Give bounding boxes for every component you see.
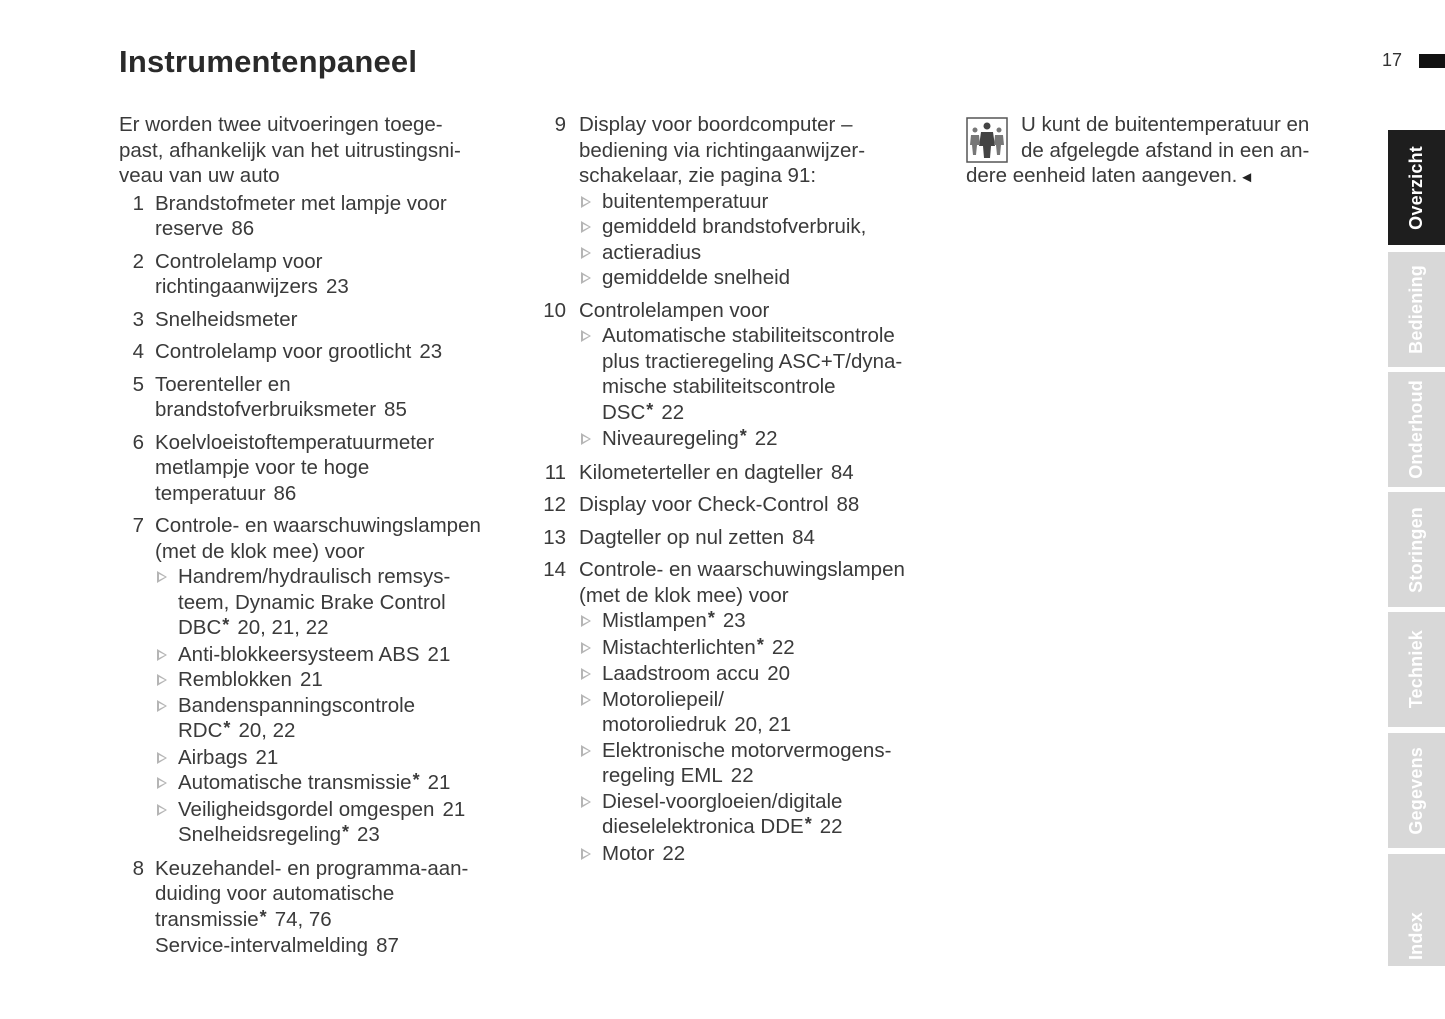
sub-item: gemiddeld brandstofverbruik, [579,214,958,240]
tab-techniek[interactable]: Techniek [1388,612,1445,727]
triangle-bullet-icon [581,668,591,680]
sub-item: Remblokken 21 [155,667,529,693]
sub-item: Handrem/hydraulisch remsys- teem, Dynamic Brake Control DBC* 20, 21, 22 [155,564,529,642]
sub-item: Mistachterlichten* 22 [579,635,958,662]
triangle-bullet-icon [157,752,167,764]
tab-onderhoud[interactable]: Onderhoud [1388,372,1445,487]
sub-item: Anti-blokkeersysteem ABS 21 [155,642,529,668]
sub-item: Automatische stabiliteitscontrole plus tractieregeling ASC+T/dyna- mische stabiliteitscontrole DSC* 22 [579,323,958,426]
list-item-10: 10 Controlelampen voor Automatische stabiliteitscontrole plus tractieregeling ASC+T/dyna- mische stabiliteitscontrole DSC* 22 Niveauregeling* 22 [538,298,958,453]
triangle-bullet-icon [157,571,167,583]
people-icon [966,117,1008,163]
page-marker-bar [1419,54,1445,68]
triangle-bullet-icon [581,848,591,860]
page-ref: 85 [384,398,407,421]
triangle-bullet-icon [581,615,591,627]
sub-item: Laadstroom accu 20 [579,661,958,687]
column-middle [538,112,958,866]
triangle-bullet-icon [581,796,591,808]
sub-item: Diesel-voorgloeien/digitale dieselelektronica DDE* 22 [579,789,958,841]
triangle-bullet-icon [581,247,591,259]
intro-paragraph: Er worden twee uitvoeringen toege- past, afhankelijk van het uitrustingsni- veau van uw auto [119,113,461,187]
triangle-bullet-icon [157,674,167,686]
list-item-1: 1 Brandstofmeter met lampje voor reserve 86 [132,191,447,240]
triangle-bullet-icon [157,649,167,661]
tab-overzicht[interactable]: Overzicht [1388,130,1445,245]
end-mark-icon: ◄ [1239,169,1255,186]
note-block: U kunt de buitentemperatuur en de afgelegde afstand in een an- [966,112,1361,163]
sub-item: Motor 22 [579,841,958,867]
page-ref: 23 [325,275,349,298]
list-item-9: 9 Display voor boordcomputer – bediening via richtingaanwijzer- schakelaar, zie pagina 91: buitentemperatuur gemiddeld brandstofverbruik, actieradius gemiddelde snelheid [538,112,958,291]
page-ref: 23 [419,340,443,363]
sub-item: Motoroliepeil/ motoroliedruk 20, 21 [579,687,958,738]
column-left [119,112,529,959]
list-item-2: 2 Controlelamp voor richtingaanwijzers 23 [132,249,349,298]
tab-gegevens[interactable]: Gegevens [1388,733,1445,848]
tab-storingen[interactable]: Storingen [1388,492,1445,607]
tab-index[interactable]: Index [1388,854,1445,966]
sub-item: Niveauregeling* 22 [579,426,958,453]
note-last-line: dere eenheid laten aangeven. ◄ [966,164,1255,187]
page-ref: 86 [231,217,255,240]
triangle-bullet-icon [157,700,167,712]
list-item-6: 6 Koelvloeistoftemperatuurmeter metlampje voor te hoge temperatuur 86 [132,430,435,505]
sub-item: Elektronische motorvermogens- regeling EML 22 [579,738,958,789]
sub-item: actieradius [579,240,958,266]
triangle-bullet-icon [581,330,591,342]
page-title: Instrumentenpaneel [119,44,418,79]
list-item-4: 4 Controlelamp voor grootlicht 23 [132,340,443,363]
list-item-5: 5 Toerenteller en brandstofverbruiksmeter 85 [132,372,407,421]
sub-item: Mistlampen* 23 [579,608,958,635]
sub-item: Automatische transmissie* 21 [155,770,529,797]
triangle-bullet-icon [581,694,591,706]
triangle-bullet-icon [581,642,591,654]
triangle-bullet-icon [581,196,591,208]
sub-item: Airbags 21 [155,745,529,771]
list-item-12: 12 Display voor Check-Control 88 [543,493,860,516]
tab-bediening[interactable]: Bediening [1388,252,1445,367]
page-number: 17 [1382,50,1403,70]
sub-item: gemiddelde snelheid [579,265,958,291]
triangle-bullet-icon [581,272,591,284]
triangle-bullet-icon [581,433,591,445]
list-item-8: 8 Keuzehandel- en programma-aan- duiding voor automatische transmissie* 74, 76 Service-intervalmelding 87 [132,856,469,957]
triangle-bullet-icon [581,221,591,233]
page-ref: 86 [273,481,297,505]
triangle-bullet-icon [157,804,167,816]
list-item-11: 11 Kilometerteller en dagteller 84 [544,460,854,484]
list-item-3: 3 Snelheidsmeter [132,307,298,331]
sub-item: Bandenspanningscontrole RDC* 20, 22 [155,693,529,745]
sub-item: buitentemperatuur [579,189,958,215]
list-item-14: 14 Controle- en waarschuwingslampen (met de klok mee) voor Mistlampen* 23 Mistachterlichten* 22 Laadstroom accu 20 Motoroliepeil/ motoroliedruk 20, 21 Elektronische motorvermogens- regeling EML 22 Diesel-voorgloeien/digitale dieselelektronica DDE* 22 Motor 22 [538,557,958,866]
sub-item: Veiligheidsgordel omgespen 21 Snelheidsregeling* 23 [155,797,529,849]
column-right [966,112,1361,191]
triangle-bullet-icon [157,777,167,789]
triangle-bullet-icon [581,745,591,757]
list-item-13: 13 Dagteller op nul zetten 84 [543,525,815,549]
list-item-7: 7 Controle- en waarschuwingslampen (met de klok mee) voor Handrem/hydraulisch remsys- teem, Dynamic Brake Control DBC* 20, 21, 22 Anti-blokkeersysteem ABS 21 Remblokken 21 Bandenspanningscontrole RDC* 20, 22 Airbags 21 Automatische transmissie* 21 Veiligheidsgordel omgespen 21 Snelheidsregeling* 23 [119,513,529,849]
